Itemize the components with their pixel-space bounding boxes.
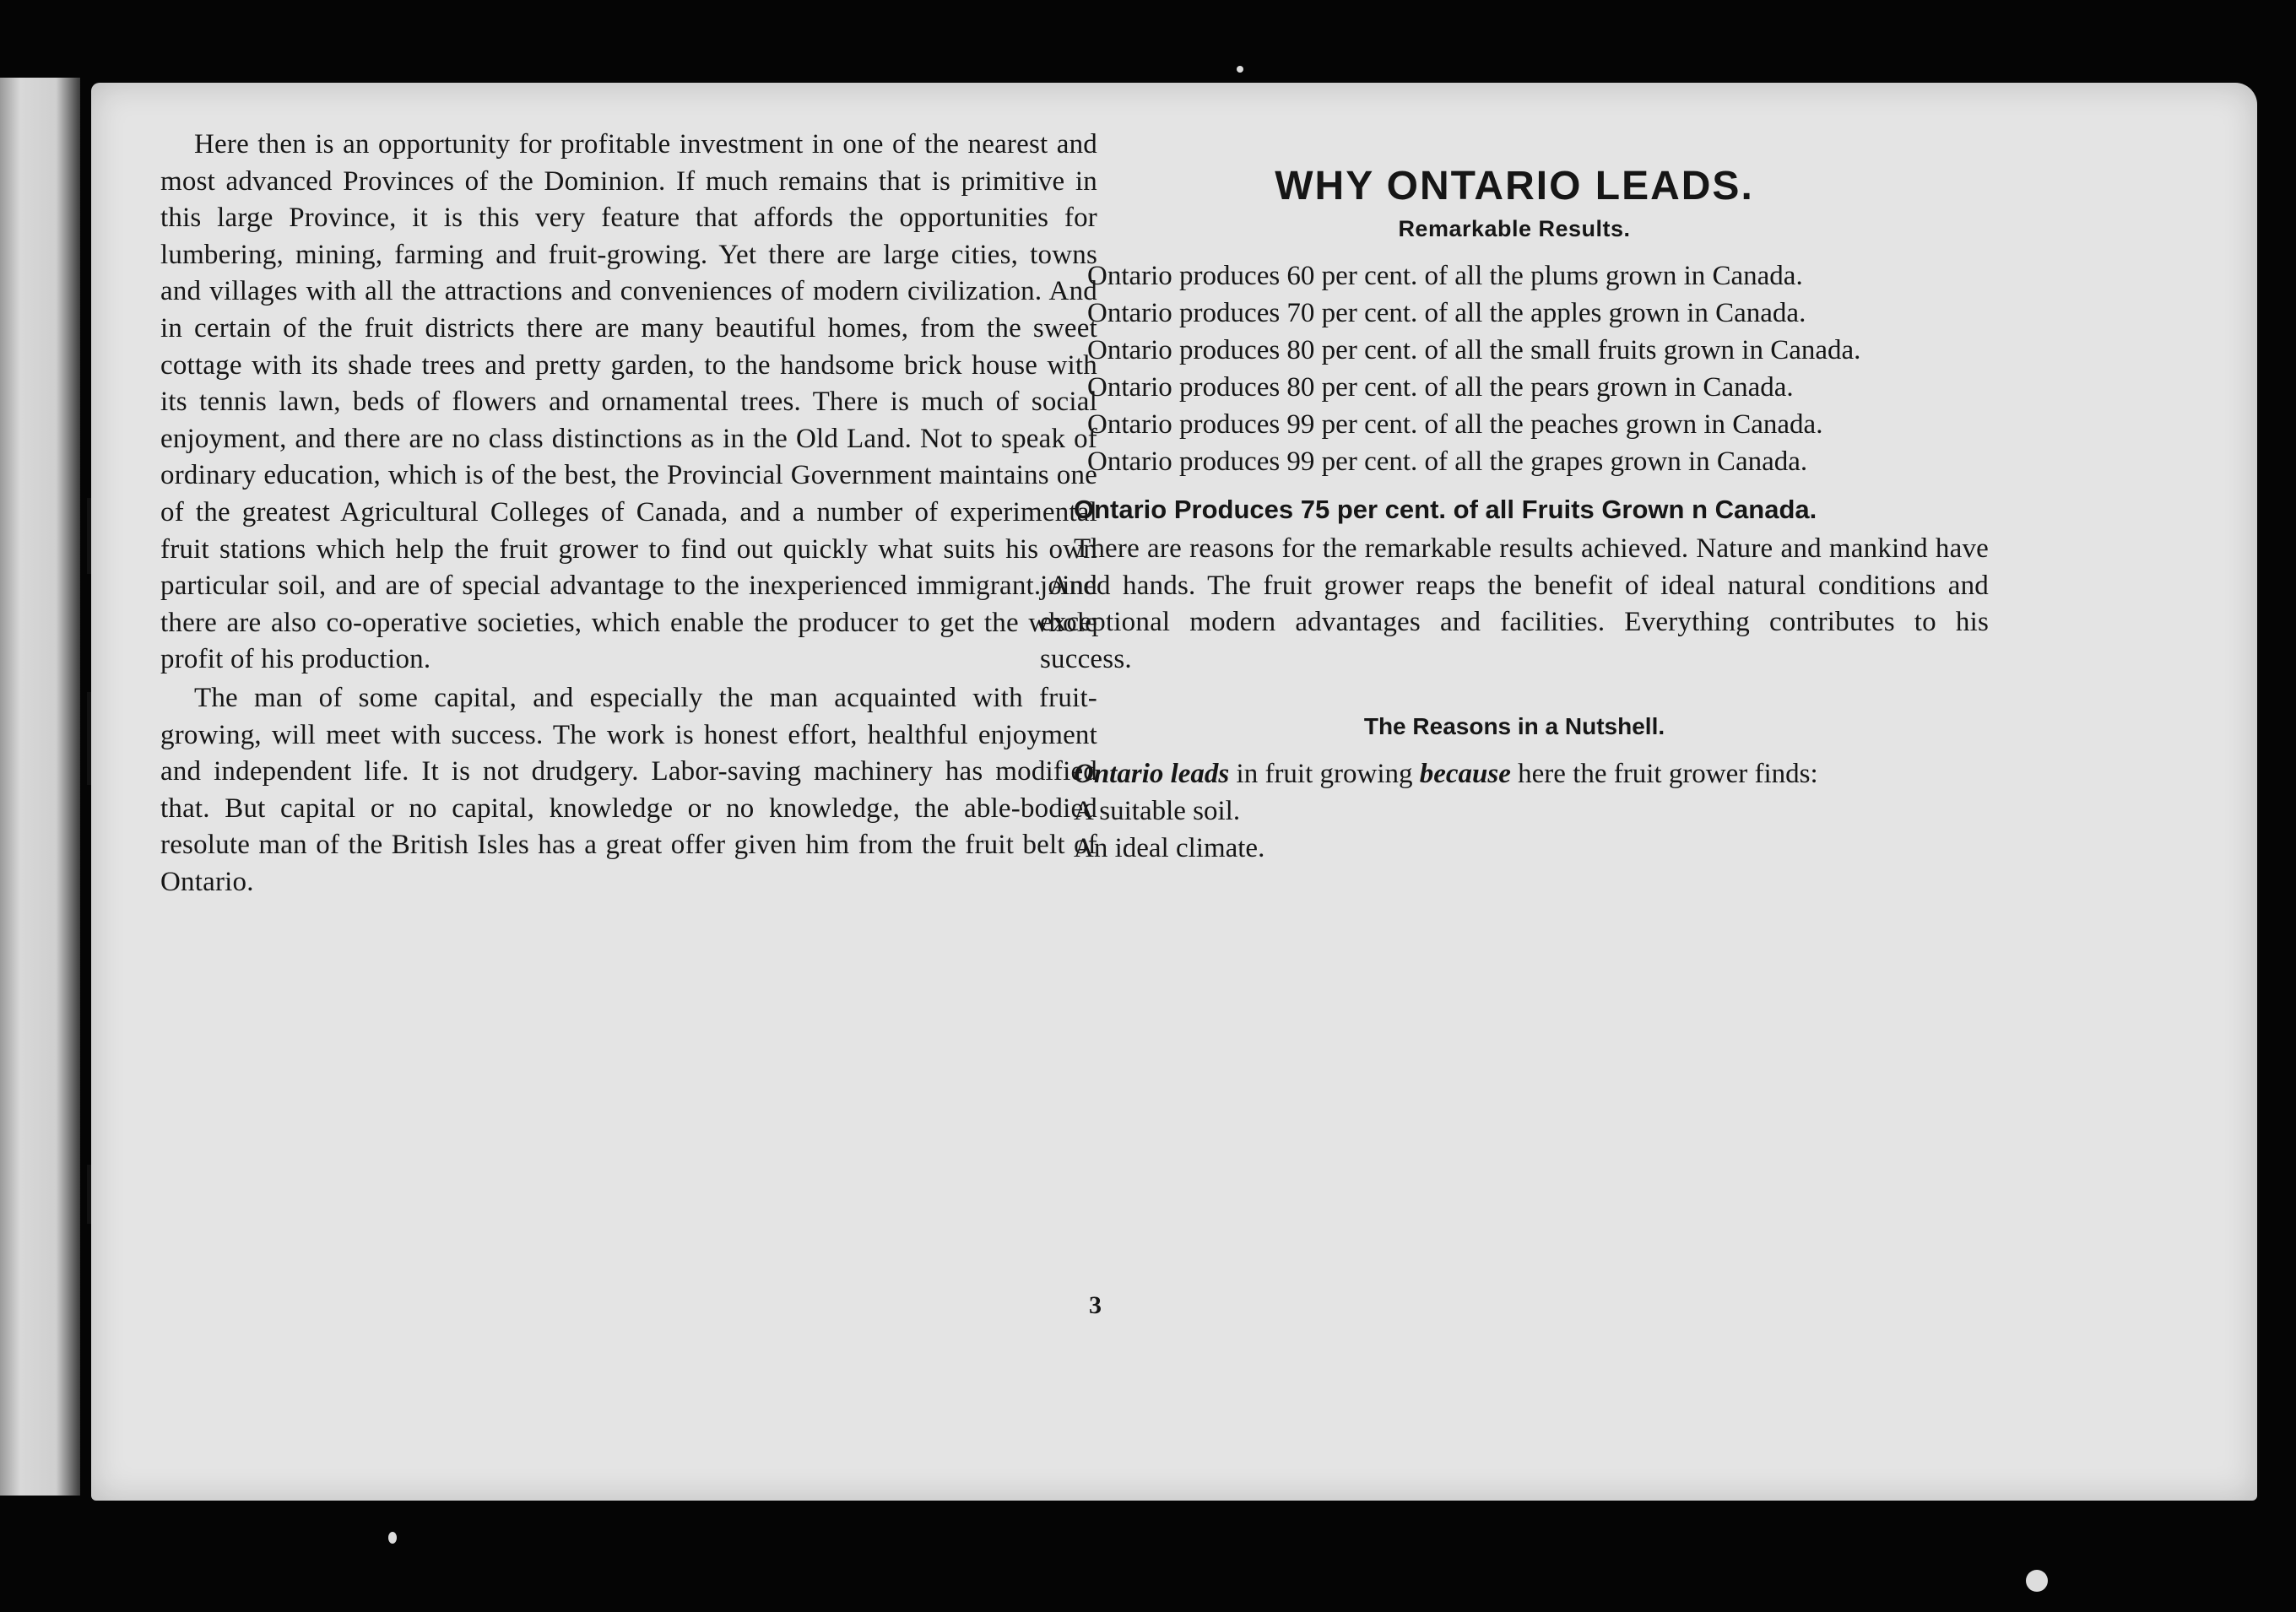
summary-statement: Ontario Produces 75 per cent. of all Fruits Grown n Canada. bbox=[1074, 495, 1817, 524]
scan-speck bbox=[388, 1532, 397, 1544]
production-fact: Ontario produces 80 per cent. of all the pears grown in Canada. bbox=[1087, 372, 1794, 403]
scan-speck bbox=[2026, 1570, 2048, 1592]
left-column bbox=[160, 127, 1097, 902]
page-number: 3 bbox=[1089, 1291, 1102, 1319]
spine-mark bbox=[87, 692, 91, 785]
body-paragraph: Here then is an opportunity for profitable investment in one of the nearest and most advanced Provinces of the Dominion. If much remains that is primitive in this large Province, it is this very feature that affords the opportunities for lumbering, mining, farming and fruit-growing. Yet there are large cities, towns and villages with all the attractions and conveniences of modern civilization. And in certain of the fruit districts there are many beautiful homes, from the sweet cottage with its shade trees and pretty garden, to the handsome brick house with its tennis lawn, beds of flowers and ornamental trees. There is much of social enjoyment, and there are no class distinctions as in the Old Land. Not to speak of ordinary education, which is of the best, the Provincial Government maintains one of the greatest Agricultural Colleges of Canada, and a number of experimental fruit stations which help the fruit grower to find out quickly what suits his own particular soil, and are of special advantage to the inexperienced immigrant. And there are also co-operative societies, which enable the producer to get the whole profit of his production. bbox=[160, 129, 1097, 675]
reasons-tail: here the fruit grower finds: bbox=[1510, 759, 1818, 790]
reasons-heading: The Reasons in a Nutshell. bbox=[1363, 713, 1665, 740]
production-fact: Ontario produces 99 per cent. of all the grapes grown in Canada. bbox=[1087, 446, 1808, 477]
reasons-middle: in fruit growing bbox=[1229, 759, 1420, 790]
spine-mark bbox=[87, 498, 91, 574]
spine-mark bbox=[87, 1165, 91, 1224]
right-column bbox=[1040, 162, 1989, 867]
section-subtitle: Remarkable Results. bbox=[1398, 216, 1631, 241]
reason-item: An ideal climate. bbox=[1074, 833, 1265, 864]
page-title: WHY ONTARIO LEADS. bbox=[1275, 164, 1754, 208]
closing-paragraph: There are reasons for the remarkable results achieved. Nature and mankind have joined hands. The fruit grower reaps the benefit of ideal natural conditions and exceptional modern advantages and facilities. Everything contributes to his success. bbox=[1040, 533, 1989, 674]
body-paragraph: The man of some capital, and especially the man acquainted with fruit-growing, will meet with success. The work is honest effort, healthful enjoyment and independent life. It is not drudgery. Labor-saving machinery has modified that. But capital or no capital, knowledge or no knowledge, the able-bodied resolute man of the British Isles has a great offer given him from the fruit belt of Ontario. bbox=[160, 682, 1097, 897]
reasons-because: because bbox=[1419, 759, 1511, 790]
production-fact: Ontario produces 70 per cent. of all the apples grown in Canada. bbox=[1087, 298, 1806, 328]
facing-page-edge bbox=[0, 78, 80, 1496]
production-fact: Ontario produces 99 per cent. of all the peaches grown in Canada. bbox=[1087, 409, 1823, 440]
production-fact: Ontario produces 80 per cent. of all the small fruits grown in Canada. bbox=[1087, 335, 1861, 365]
production-fact: Ontario produces 60 per cent. of all the plums grown in Canada. bbox=[1087, 261, 1803, 291]
scan-speck bbox=[1237, 66, 1243, 73]
reason-item: A suitable soil. bbox=[1074, 796, 1241, 827]
reasons-intro bbox=[1040, 755, 1989, 792]
reasons-lead: Ontario leads bbox=[1074, 759, 1230, 790]
